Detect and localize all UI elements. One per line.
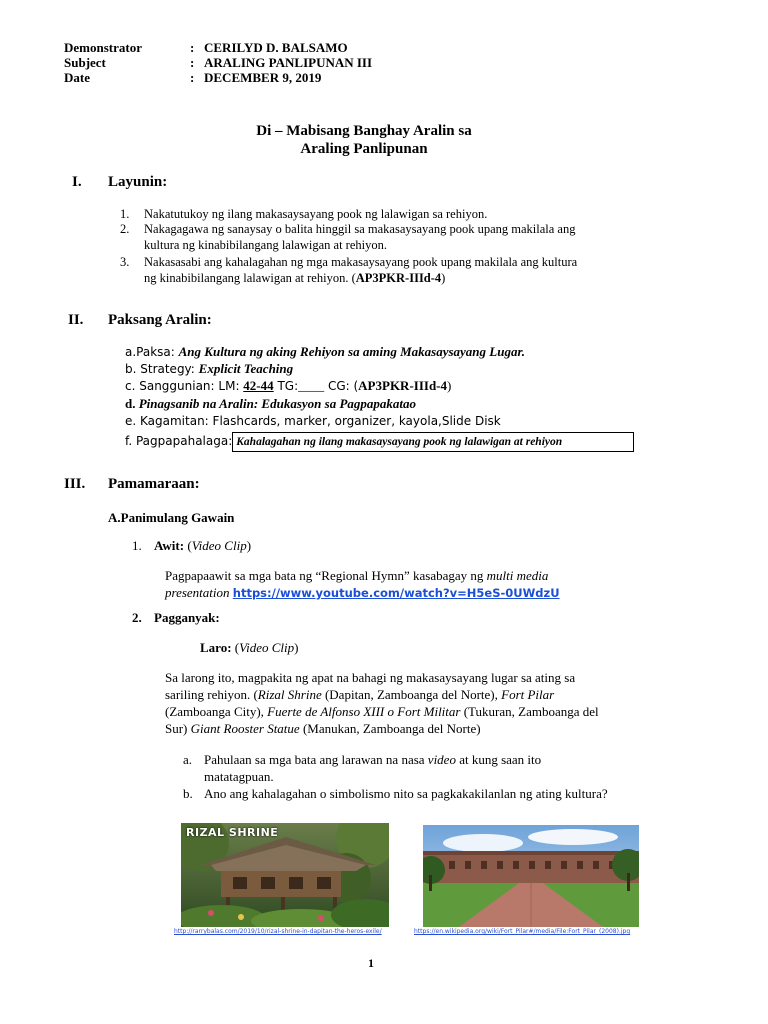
subject-label: Subject [64, 55, 106, 70]
laro-paragraph: sariling rehiyon. (Rizal Shrine (Dapitan, Zamboanga del Norte), Fort Pilar [165, 687, 555, 702]
sanggunian-line: c. Sanggunian: LM: 42-44 TG:____ CG: (AP3PKR-IIId-4) [125, 378, 452, 393]
kagamitan-line: e. Kagamitan: Flashcards, marker, organizer, kayola,Slide Disk [125, 414, 501, 428]
values-box: Kahalagahan ng ilang makasaysayang pook ng lalawigan at rehiyon [232, 432, 634, 452]
question-letter: b. [183, 786, 193, 801]
laro-paragraph: Sur) Giant Rooster Statue (Manukan, Zamboanga del Norte) [165, 721, 481, 736]
demonstrator-label: Demonstrator [64, 40, 142, 55]
question-text: matatagpuan. [204, 769, 274, 784]
fort-pilar-photo [423, 825, 639, 927]
header-colon: : [190, 55, 195, 70]
rizal-shrine-photo [181, 823, 389, 927]
header-colon: : [190, 70, 195, 85]
youtube-link[interactable]: https://www.youtube.com/watch?v=H5eS-0UWdzU [232, 586, 560, 600]
rizal-shrine-banner: RIZAL SHRINE [186, 826, 279, 839]
objective-number: 3. [120, 255, 130, 269]
objective-number: 2. [120, 222, 130, 236]
awit-description: presentation https://www.youtube.com/watch?v=H5eS-0UWdzU [165, 585, 560, 600]
pagganyak-label: Pagganyak: [154, 610, 220, 625]
item-number: 1. [132, 538, 142, 553]
section-heading: Layunin: [108, 174, 168, 190]
demonstrator-value: CERILYD D. BALSAMO [204, 40, 348, 55]
laro-line: Laro: (Video Clip) [200, 640, 299, 655]
section-numeral: I. [72, 174, 82, 190]
objective-text: Nakatutukoy ng ilang makasaysayang pook ng lalawigan sa rehiyon. [144, 207, 488, 221]
question-text: Pahulaan sa mga bata ang larawan na nasa video at kung saan ito [204, 752, 542, 767]
paksa-line: a.Paksa: Ang Kultura ng aking Rehiyon sa aming Makasaysayang Lugar. [125, 344, 526, 359]
subject-value: ARALING PANLIPUNAN III [204, 55, 373, 70]
section-heading: Pamamaraan: [108, 476, 200, 492]
rizal-shrine-source-link[interactable]: http://rarrybalas.com/2019/10/rizal-shrine-in-dapitan-the-heros-exile/ [174, 928, 382, 935]
strategy-line: b. Strategy: Explicit Teaching [125, 361, 294, 376]
document-title-line1: Di – Mabisang Banghay Aralin sa [256, 123, 472, 139]
page-number: 1 [368, 956, 374, 970]
awit-line: Awit: (Video Clip) [154, 538, 252, 553]
pagpapahalaga-line: f. Pagpapahalaga: Kahalagahan ng ilang makasaysayang pook ng lalawigan at rehiyon [125, 432, 634, 452]
objective-text: Nakasasabi ang kahalagahan ng mga makasaysayang pook upang makilala ang kultura [144, 255, 578, 269]
competency-code: AP3PKR-IIId-4 [355, 271, 442, 285]
section-numeral: II. [68, 312, 84, 328]
fort-pilar-source-link[interactable]: https://en.wikipedia.org/wiki/Fort_Pilar#/media/File:Fort_Pilar_(2008).jpg [414, 928, 631, 935]
item-number: 2. [132, 610, 142, 625]
section-heading: Paksang Aralin: [108, 312, 212, 328]
pinagsanib-line: d. Pinagsanib na Aralin: Edukasyon sa Pagpapakatao [125, 396, 416, 411]
date-value: DECEMBER 9, 2019 [204, 70, 322, 85]
subsection-heading: A.Panimulang Gawain [108, 510, 235, 525]
laro-paragraph: Sa larong ito, magpakita ng apat na bahagi ng makasaysayang lugar sa ating sa [165, 670, 576, 685]
objective-number: 1. [120, 207, 130, 221]
document-title-line2: Araling Panlipunan [300, 141, 428, 157]
header-colon: : [190, 40, 195, 55]
objective-text: Nakagagawa ng sanaysay o balita hinggil sa makasaysayang pook upang makilala ang [144, 222, 576, 236]
question-letter: a. [183, 752, 193, 767]
objective-text: ng kinabibilangang lalawigan at rehiyon. (AP3PKR-IIId-4) [144, 271, 446, 285]
laro-paragraph: (Zamboanga City), Fuerte de Alfonso XIII o Fort Militar (Tukuran, Zamboanga del [165, 704, 599, 719]
date-label: Date [64, 70, 90, 85]
question-text: Ano ang kahalagahan o simbolismo nito sa pagkakakilanlan ng ating kultura? [204, 786, 608, 801]
objective-text: kultura ng kinabibilangang lalawigan at rehiyon. [144, 238, 387, 252]
awit-description: Pagpapaawit sa mga bata ng “Regional Hymn” kasabagay ng multi media [165, 568, 549, 583]
section-numeral: III. [64, 476, 86, 492]
